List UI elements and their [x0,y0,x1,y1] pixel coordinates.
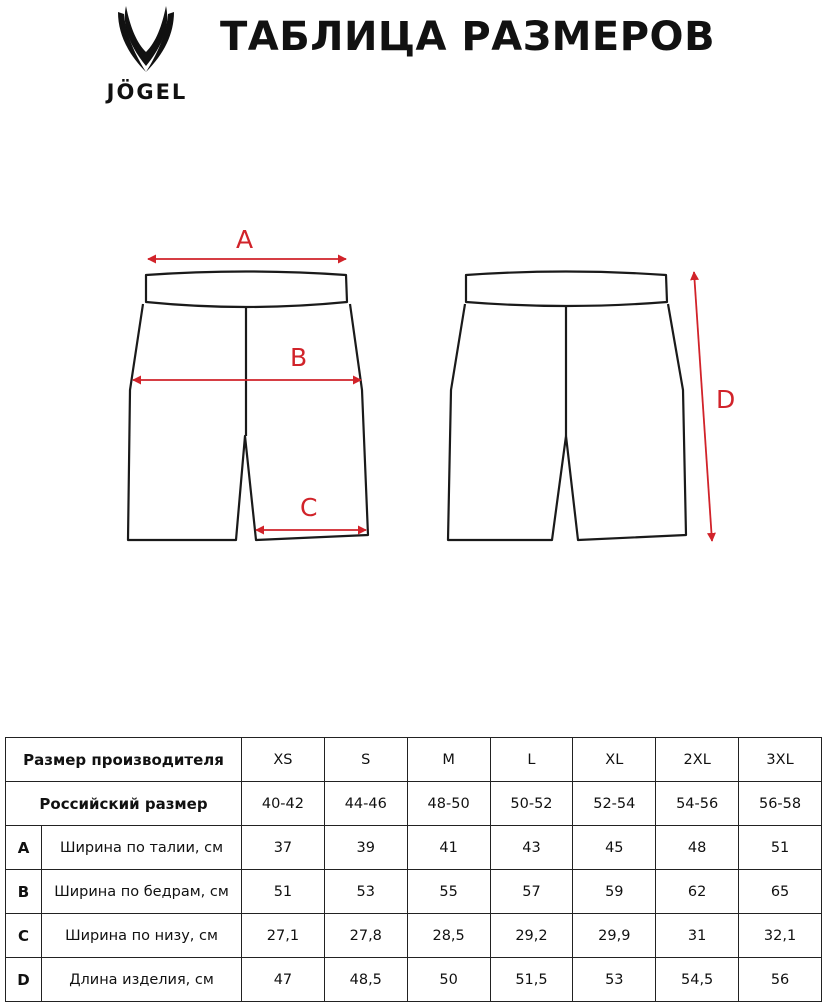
size-cell: 3XL [739,738,822,782]
russian-size-cell: 52-54 [573,782,656,826]
measurement-value: 50 [407,958,490,1002]
row-letter: A [6,826,42,870]
row-letter: B [6,870,42,914]
measurement-value: 55 [407,870,490,914]
measurement-value: 54,5 [656,958,739,1002]
row-letter: D [6,958,42,1002]
size-cell: S [324,738,407,782]
shorts-diagram [0,200,824,570]
measurement-value: 37 [242,826,325,870]
measurement-value: 53 [324,870,407,914]
measurement-value: 27,8 [324,914,407,958]
measure-b-label: B [290,343,308,372]
measurement-value: 31 [656,914,739,958]
size-cell: XS [242,738,325,782]
measurement-name: Ширина по талии, см [42,826,242,870]
page-title: ТАБЛИЦА РАЗМЕРОВ [220,14,716,60]
measurement-value: 29,2 [490,914,573,958]
measurement-value: 53 [573,958,656,1002]
measure-a-label: A [236,225,254,254]
measurement-value: 47 [242,958,325,1002]
measure-d-arrow [694,272,712,541]
table-row-bottom [6,914,822,958]
shorts-back [448,272,686,541]
measurement-value: 29,9 [573,914,656,958]
measurement-value: 65 [739,870,822,914]
measurement-value: 32,1 [739,914,822,958]
russian-size-cell: 50-52 [490,782,573,826]
size-cell: M [407,738,490,782]
measurement-value: 62 [656,870,739,914]
table-row-length [6,958,822,1002]
table-row-manufacturer-sizes [6,738,822,782]
measurement-value: 57 [490,870,573,914]
measurement-value: 43 [490,826,573,870]
measurement-value: 28,5 [407,914,490,958]
russian-size-cell: 44-46 [324,782,407,826]
measurement-value: 59 [573,870,656,914]
table-row-hips [6,870,822,914]
russian-size-cell: 40-42 [242,782,325,826]
size-table [5,737,822,1002]
measurement-name: Длина изделия, см [42,958,242,1002]
measure-d-label: D [716,385,736,414]
brand-logo [92,4,202,104]
measurement-value: 51 [242,870,325,914]
measurement-value: 56 [739,958,822,1002]
measurement-value: 45 [573,826,656,870]
table-row-russian-sizes [6,782,822,826]
measurement-value: 51,5 [490,958,573,1002]
measurement-value: 41 [407,826,490,870]
row-letter: C [6,914,42,958]
russian-size-cell: 54-56 [656,782,739,826]
russian-size-label: Российский размер [6,782,242,826]
brand-name: JÖGEL [106,80,188,104]
size-cell: L [490,738,573,782]
size-cell: XL [573,738,656,782]
table-row-waist [6,826,822,870]
measurement-name: Ширина по бедрам, см [42,870,242,914]
measurement-value: 48,5 [324,958,407,1002]
brand-emblem-icon [116,4,176,74]
measurement-name: Ширина по низу, см [42,914,242,958]
russian-size-cell: 48-50 [407,782,490,826]
measurement-value: 39 [324,826,407,870]
measurement-value: 48 [656,826,739,870]
russian-size-cell: 56-58 [739,782,822,826]
measurement-value: 27,1 [242,914,325,958]
measure-c-label: C [300,493,318,522]
shorts-front [128,272,368,541]
size-cell: 2XL [656,738,739,782]
measurement-value: 51 [739,826,822,870]
manufacturer-size-label: Размер производителя [6,738,242,782]
